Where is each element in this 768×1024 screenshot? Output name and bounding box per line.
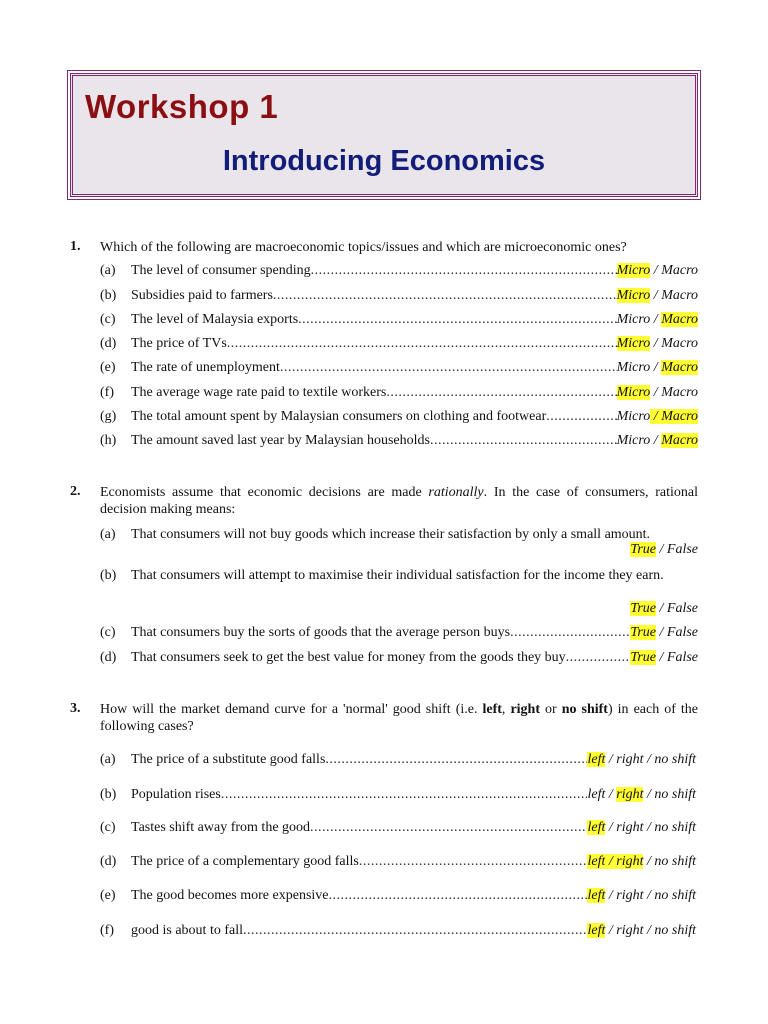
question-3-text (100, 701, 698, 735)
option-true[interactable]: True (630, 625, 656, 640)
option-no-shift[interactable]: no shift (654, 888, 696, 903)
option-left[interactable]: left (587, 752, 606, 767)
item-text: The price of TVs (131, 336, 227, 351)
title-box (70, 73, 698, 197)
item-text: The total amount spent by Malaysian consumers on clothing and footwear (131, 409, 547, 424)
option-separator: / (605, 923, 617, 938)
question-2-item-a (100, 526, 698, 543)
item-label: (c) (100, 625, 116, 640)
option-separator: / (650, 288, 662, 303)
option-separator: / (650, 385, 662, 400)
question-3-item-e (100, 887, 696, 905)
answer-options (587, 922, 696, 940)
text-part: How will the market demand curve for a 'normal' good shift (i.e. (100, 702, 483, 717)
question-2-item-c (100, 624, 698, 642)
option-separator: / (643, 854, 655, 869)
item-text: Population rises (131, 787, 221, 802)
question-3-item-f (100, 922, 696, 940)
option-separator: / (605, 888, 617, 903)
option-no-shift[interactable]: no shift (654, 787, 696, 802)
leader-dots (566, 649, 631, 667)
leader-dots (359, 853, 588, 871)
option-separator: / (643, 787, 655, 802)
question-2-item-a-answer (630, 541, 698, 559)
question-3-item-c (100, 819, 696, 837)
option-right[interactable]: right (616, 923, 644, 938)
option-left[interactable]: left (587, 854, 606, 869)
item-label: (g) (100, 409, 117, 424)
option-macro[interactable]: Macro (661, 263, 698, 278)
text-part: , (501, 702, 511, 717)
item-label: (b) (100, 787, 117, 802)
item-label: (c) (100, 312, 116, 327)
text-part: ) in each of the following cases? (100, 702, 699, 734)
item-label: (d) (100, 854, 117, 869)
option-no-shift[interactable]: no shift (654, 752, 696, 767)
option-true[interactable]: True (630, 542, 656, 557)
option-right[interactable]: right (616, 787, 644, 802)
option-micro[interactable]: Micro (616, 336, 651, 351)
leader-dots (430, 432, 617, 450)
leader-dots (310, 819, 587, 837)
option-false[interactable]: False (666, 650, 698, 665)
question-2-number: 2. (70, 484, 81, 499)
option-no-shift[interactable]: no shift (654, 820, 696, 835)
option-micro[interactable]: Micro (616, 409, 651, 424)
leader-dots (221, 786, 588, 804)
option-right[interactable]: right (616, 888, 644, 903)
option-left[interactable]: left (587, 888, 606, 903)
item-label: (e) (100, 360, 116, 375)
item-text: good is about to fall (131, 923, 243, 938)
answer-options (617, 408, 698, 426)
item-text: The average wage rate paid to textile workers (131, 385, 387, 400)
option-left[interactable]: left (587, 787, 606, 802)
option-no-shift[interactable]: no shift (654, 923, 696, 938)
option-micro[interactable]: Micro (616, 312, 651, 327)
leader-dots (329, 887, 588, 905)
option-separator: / (605, 820, 617, 835)
option-macro[interactable]: Macro (661, 360, 698, 375)
question-2-item-d (100, 649, 698, 667)
bold-left: left (482, 702, 502, 717)
option-separator: / (605, 787, 617, 802)
option-separator: / (650, 312, 662, 327)
leader-dots (510, 624, 630, 642)
answer-options (587, 853, 696, 871)
leader-dots (546, 408, 616, 426)
option-macro[interactable]: Macro (661, 409, 698, 424)
option-micro[interactable]: Micro (616, 385, 651, 400)
item-label: (c) (100, 820, 116, 835)
answer-options (587, 887, 696, 905)
item-text: That consumers will attempt to maximise their individual satisfaction for the income they earn. (131, 568, 664, 583)
option-separator: / (656, 650, 667, 665)
option-micro[interactable]: Micro (616, 360, 651, 375)
leader-dots (298, 311, 616, 329)
option-no-shift[interactable]: no shift (654, 854, 696, 869)
option-separator: / (650, 409, 662, 424)
leader-dots (386, 384, 616, 402)
page-subtitle: Introducing Economics (222, 145, 546, 177)
option-true[interactable]: True (630, 601, 656, 616)
question-1-text: Which of the following are macroeconomic topics/issues and which are microeconomic ones? (100, 240, 627, 255)
item-label: (f) (100, 385, 114, 400)
page-title: Workshop 1 (85, 88, 279, 125)
option-macro[interactable]: Macro (661, 433, 698, 448)
option-separator: / (650, 263, 662, 278)
option-right[interactable]: right (616, 854, 644, 869)
question-2-item-b (100, 567, 698, 584)
item-text: The price of a substitute good falls (131, 752, 326, 767)
item-label: (h) (100, 433, 117, 448)
option-separator: / (656, 542, 667, 557)
question-1-item-e (100, 359, 698, 377)
option-macro[interactable]: Macro (661, 385, 698, 400)
item-text: The amount saved last year by Malaysian households (131, 433, 430, 448)
item-label: (b) (100, 288, 117, 303)
item-label: (a) (100, 752, 116, 767)
item-text: That consumers will not buy goods which increase their satisfaction by only a small amount. (131, 527, 651, 542)
answer-options (630, 649, 698, 667)
item-text: That consumers seek to get the best value for money from the goods they buy (131, 650, 566, 665)
question-1-number: 1. (70, 239, 81, 254)
question-1-item-c (100, 311, 698, 329)
item-label: (a) (100, 263, 116, 278)
option-separator: / (656, 601, 667, 616)
answer-options (587, 819, 696, 837)
item-text: The level of Malaysia exports (131, 312, 299, 327)
bold-right: right (510, 702, 541, 717)
leader-dots (273, 287, 617, 305)
option-macro[interactable]: Macro (661, 336, 698, 351)
item-label: (b) (100, 568, 117, 583)
leader-dots (325, 751, 587, 769)
option-macro[interactable]: Macro (661, 288, 698, 303)
answer-options (617, 384, 698, 402)
option-separator: / (605, 854, 617, 869)
item-label: (f) (100, 923, 114, 938)
option-true[interactable]: True (630, 650, 656, 665)
question-3-item-b (100, 786, 696, 804)
answer-options (617, 287, 698, 305)
question-1-item-d (100, 335, 698, 353)
item-text: The level of consumer spending (131, 263, 311, 278)
option-separator: / (650, 360, 662, 375)
question-2-item-b-answer (630, 600, 698, 618)
answer-options (630, 624, 698, 642)
text-part: Economists assume that economic decisions are made (100, 485, 429, 500)
option-left[interactable]: left (587, 923, 606, 938)
question-3-number: 3. (70, 701, 81, 716)
option-false[interactable]: False (666, 542, 698, 557)
item-text: Tastes shift away from the good (131, 820, 311, 835)
leader-dots (311, 262, 617, 280)
leader-dots (227, 335, 617, 353)
item-text: The rate of unemployment (131, 360, 280, 375)
item-label: (a) (100, 527, 116, 542)
option-false[interactable]: False (666, 601, 698, 616)
option-micro[interactable]: Micro (616, 263, 651, 278)
question-1-item-b (100, 287, 698, 305)
question-3-item-a (100, 751, 696, 769)
option-separator: / (643, 923, 655, 938)
item-label: (d) (100, 650, 117, 665)
option-macro[interactable]: Macro (661, 312, 698, 327)
item-text: The good becomes more expensive (131, 888, 329, 903)
leader-dots (243, 922, 587, 940)
answer-options (617, 262, 698, 280)
question-1-item-a (100, 262, 698, 280)
bold-no-shift: no shift (561, 702, 608, 717)
question-1-item-f (100, 384, 698, 402)
answer-options (617, 432, 698, 450)
option-separator: / (650, 336, 662, 351)
item-text: The price of a complementary good falls (131, 854, 359, 869)
question-2-text (100, 484, 698, 518)
option-separator: / (605, 752, 617, 767)
answer-options (617, 335, 698, 353)
item-label: (e) (100, 888, 116, 903)
answer-options (617, 311, 698, 329)
option-separator: / (643, 888, 655, 903)
item-text: That consumers buy the sorts of goods that the average person buys (131, 625, 511, 640)
option-micro[interactable]: Micro (616, 288, 651, 303)
answer-options (587, 751, 696, 769)
option-false[interactable]: False (666, 625, 698, 640)
option-separator: / (656, 625, 667, 640)
text-part: . In the case of consumers, rational decision making means: (100, 485, 698, 517)
question-3-item-d (100, 853, 696, 871)
option-separator: / (650, 433, 662, 448)
text-part: or (540, 702, 562, 717)
option-right[interactable]: right (616, 820, 644, 835)
option-micro[interactable]: Micro (616, 433, 651, 448)
item-label: (d) (100, 336, 117, 351)
option-right[interactable]: right (616, 752, 644, 767)
emphasis-rationally: rationally (428, 485, 484, 500)
leader-dots (280, 359, 617, 377)
option-left[interactable]: left (587, 820, 606, 835)
answer-options (617, 359, 698, 377)
option-separator: / (643, 820, 655, 835)
item-text: Subsidies paid to farmers (131, 288, 273, 303)
option-separator: / (643, 752, 655, 767)
question-1-item-h (100, 432, 698, 450)
question-1-item-g (100, 408, 698, 426)
answer-options (587, 786, 696, 804)
